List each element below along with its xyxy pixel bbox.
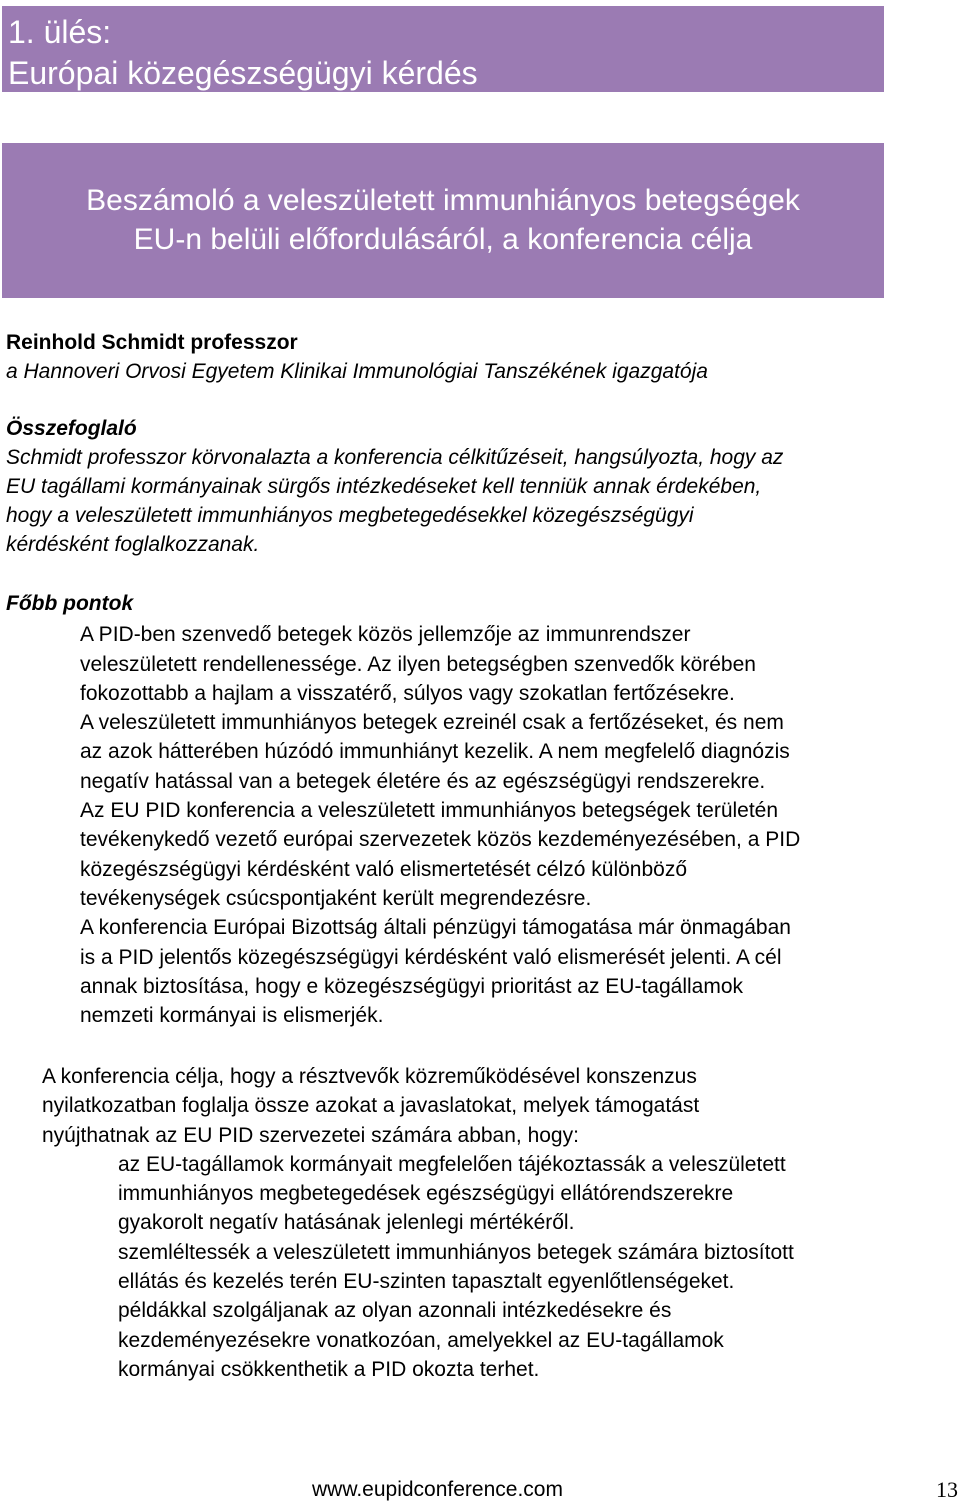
goal-intro-line: nyilatkozatban foglalja össze azokat a javaslatokat, melyek támogatást bbox=[42, 1094, 700, 1118]
key-point-item bbox=[80, 620, 951, 708]
goal-subitem-line: immunhiányos megbetegedések egészségügyi ellátórendszerekre bbox=[118, 1182, 734, 1206]
goal-subitem-line: gyakorolt negatív hatásának jelenlegi mértékéről. bbox=[118, 1211, 575, 1235]
key-point-line: veleszületett rendellenessége. Az ilyen betegségben szenvedők körében bbox=[80, 652, 756, 676]
key-points-section bbox=[6, 589, 951, 1030]
summary-text bbox=[6, 443, 951, 559]
goal-subitem bbox=[118, 1238, 947, 1297]
conference-goal-section bbox=[42, 1062, 947, 1384]
goal-subitem bbox=[118, 1150, 947, 1238]
key-point-line: A veleszületett immunhiányos betegek ezreinél csak a fertőzéseket, és nem bbox=[80, 711, 784, 735]
key-point-line: tevékenykedő vezető európai szervezetek közös kezdeményezésében, a PID bbox=[80, 828, 801, 852]
goal-intro bbox=[42, 1062, 947, 1150]
key-points-heading: Főbb pontok bbox=[6, 592, 134, 615]
session-title: Európai közegészségügyi kérdés bbox=[8, 55, 478, 91]
key-point-line: az azok hátterében húzódó immunhiányt kezelik. A nem megfelelő diagnózis bbox=[80, 740, 790, 764]
key-point-line: nemzeti kormányai is elismerjék. bbox=[80, 1004, 384, 1028]
goal-intro-line: nyújthatnak az EU PID szervezetei számára abban, hogy: bbox=[42, 1123, 579, 1147]
session-label: 1. ülés: bbox=[8, 14, 112, 50]
presentation-title-banner bbox=[2, 143, 884, 298]
key-point-line: is a PID jelentős közegészségügyi kérdésként való elismerését jelenti. A cél bbox=[80, 945, 782, 969]
footer-website-link[interactable]: www.eupidconference.com bbox=[312, 1478, 563, 1501]
summary-heading: Összefoglaló bbox=[6, 417, 137, 440]
summary-line: EU tagállami kormányainak sürgős intézkedéseket kell tenniük annak érdekében, bbox=[6, 475, 762, 498]
goal-subitem-line: az EU-tagállamok kormányait megfelelően tájékoztassák a veleszületett bbox=[118, 1152, 786, 1176]
author-affiliation: a Hannoveri Orvosi Egyetem Klinikai Immunológiai Tanszékének igazgatója bbox=[6, 360, 708, 383]
key-point-line: fokozottabb a hajlam a visszatérő, súlyos vagy szokatlan fertőzésekre. bbox=[80, 681, 735, 705]
key-point-line: Az EU PID konferencia a veleszületett immunhiányos betegségek területén bbox=[80, 799, 779, 823]
key-point-line: annak biztosítása, hogy e közegészségügyi prioritást az EU-tagállamok bbox=[80, 974, 744, 998]
key-point-line: negatív hatással van a betegek életére és az egészségügyi rendszerekre. bbox=[80, 769, 766, 793]
author-name: Reinhold Schmidt professzor bbox=[6, 331, 298, 354]
goal-subitem-line: ellátás és kezelés terén EU-szinten tapasztalt egyenlőtlenségeket. bbox=[118, 1270, 735, 1294]
key-point-line: tevékenységek csúcspontjaként került megrendezésre. bbox=[80, 886, 592, 910]
presentation-title-line-2: EU-n belüli előfordulásáról, a konferencia célja bbox=[133, 223, 753, 256]
goal-subitem-line: kormányai csökkenthetik a PID okozta terhet. bbox=[118, 1357, 540, 1381]
goal-subitem bbox=[118, 1296, 947, 1384]
summary-line: Schmidt professzor körvonalazta a konferencia célkitűzéseit, hangsúlyozta, hogy az bbox=[6, 446, 784, 469]
summary-section bbox=[6, 414, 951, 559]
key-point-item bbox=[80, 913, 951, 1030]
page-number: 13 bbox=[936, 1477, 958, 1502]
goal-subitem-line: szemléltessék a veleszületett immunhiányos betegek számára biztosított bbox=[118, 1240, 794, 1264]
summary-line: hogy a veleszületett immunhiányos megbetegedésekkel közegészségügyi bbox=[6, 504, 694, 527]
summary-line: kérdésként foglalkozzanak. bbox=[6, 533, 260, 556]
key-point-line: A PID-ben szenvedő betegek közös jellemzője az immunrendszer bbox=[80, 623, 691, 647]
session-header bbox=[2, 6, 884, 92]
key-point-item bbox=[80, 708, 951, 796]
presentation-title-line-1: Beszámoló a veleszületett immunhiányos betegségek bbox=[86, 184, 800, 217]
key-point-item bbox=[80, 796, 951, 913]
key-point-line: A konferencia Európai Bizottság általi pénzügyi támogatása már önmagában bbox=[80, 916, 791, 940]
key-point-line: közegészségügyi kérdésként való elismertetését célzó különböző bbox=[80, 857, 688, 881]
goal-intro-line: A konferencia célja, hogy a résztvevők közreműködésével konszenzus bbox=[42, 1065, 697, 1088]
author-block bbox=[6, 328, 946, 386]
goal-subitem-line: példákkal szolgáljanak az olyan azonnali intézkedésekre és bbox=[118, 1299, 672, 1323]
goal-subitem-line: kezdeményezésekre vonatkozóan, amelyekkel az EU-tagállamok bbox=[118, 1328, 724, 1352]
